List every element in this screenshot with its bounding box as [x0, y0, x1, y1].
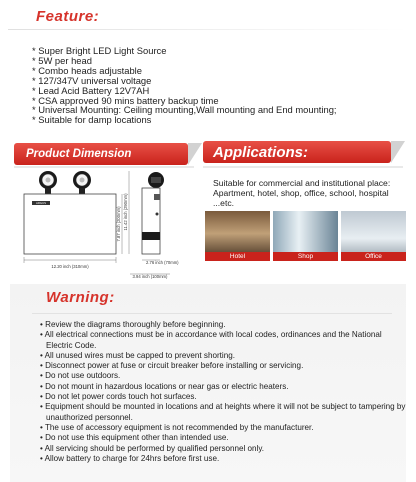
- total-height-label: 11.42 inch (290mm): [123, 193, 128, 231]
- warning-item: • Equipment should be mounted in locations and at heights where it will not be subject to tampering by unauthorized personnel.: [40, 402, 406, 423]
- photo-caption: Office: [341, 252, 406, 261]
- warning-item: • Review the diagrams thoroughly before beginning.: [40, 320, 406, 330]
- feature-item: * Super Bright LED Light Source: [32, 46, 402, 56]
- warning-item: • Do not mount in hazardous locations or near gas or electric heaters.: [40, 382, 406, 392]
- warning-item: • Allow battery to charge for 24hrs before first use.: [40, 454, 406, 464]
- dimension-drawing: [10, 168, 196, 280]
- warning-item: • All unused wires must be capped to prevent shorting.: [40, 351, 406, 361]
- warning-title: Warning:: [46, 289, 115, 306]
- lamp-head-left-icon: [39, 171, 57, 194]
- side-width-label: 3.94 inch (100mm): [132, 274, 168, 279]
- feature-item: * Suitable for damp locations: [32, 115, 402, 125]
- warning-title-rule: [32, 313, 392, 314]
- brand-label: ARGUS: [36, 201, 46, 205]
- width-label: 12.20 inch (310mm): [51, 264, 89, 269]
- application-photos: [205, 211, 406, 261]
- shop-photo: [273, 211, 338, 261]
- feature-item: * 127/347V universal voltage: [32, 76, 402, 86]
- warning-item: • Do not let power cords touch hot surfaces.: [40, 392, 406, 402]
- product-dimension-title: Product Dimension: [26, 148, 132, 160]
- hotel-photo: [205, 211, 270, 261]
- warning-item: • All electrical connections must be in accordance with local codes, ordinances and the National Electric Code.: [40, 330, 406, 351]
- feature-item: * 5W per head: [32, 56, 402, 66]
- side-view: [142, 172, 164, 254]
- office-photo: [341, 211, 406, 261]
- warning-item: • The use of accessory equipment is not recommended by the manufacturer.: [40, 423, 406, 433]
- side-depth-label: 2.76 inch (70mm): [146, 260, 179, 265]
- photo-caption: Hotel: [205, 252, 270, 261]
- warning-list: [40, 320, 406, 464]
- applications-header-stripe: [203, 166, 403, 168]
- feature-item: * Universal Mounting: Ceiling mounting,Wall mounting and End mounting;: [32, 105, 402, 115]
- warning-item: • All servicing should be performed by qualified personnel only.: [40, 444, 406, 454]
- feature-title-rule: [8, 29, 408, 30]
- photo-caption: Shop: [273, 252, 338, 261]
- lamp-head-right-icon: [73, 171, 91, 194]
- feature-title: Feature:: [36, 8, 100, 25]
- feature-item: * Combo heads adjustable: [32, 66, 402, 76]
- warning-item: • Do not use this equipment other than intended use.: [40, 433, 406, 443]
- applications-title: Applications:: [213, 143, 309, 161]
- applications-header: [203, 141, 391, 163]
- product-dimension-header: [14, 143, 188, 165]
- applications-description: Suitable for commercial and institutional place: Apartment, hotel, shop, office, school, hospital ...etc.: [213, 178, 391, 208]
- warning-item: • Do not use outdoors.: [40, 371, 406, 381]
- feature-item: * CSA approved 90 mins battery backup time: [32, 96, 402, 106]
- body-height-label: 7.87 inch (200mm): [116, 206, 121, 242]
- feature-list: [32, 46, 402, 125]
- warning-item: • Disconnect power at fuse or circuit breaker before installing or servicing.: [40, 361, 406, 371]
- feature-item: * Lead Acid Battery 12V7AH: [32, 86, 402, 96]
